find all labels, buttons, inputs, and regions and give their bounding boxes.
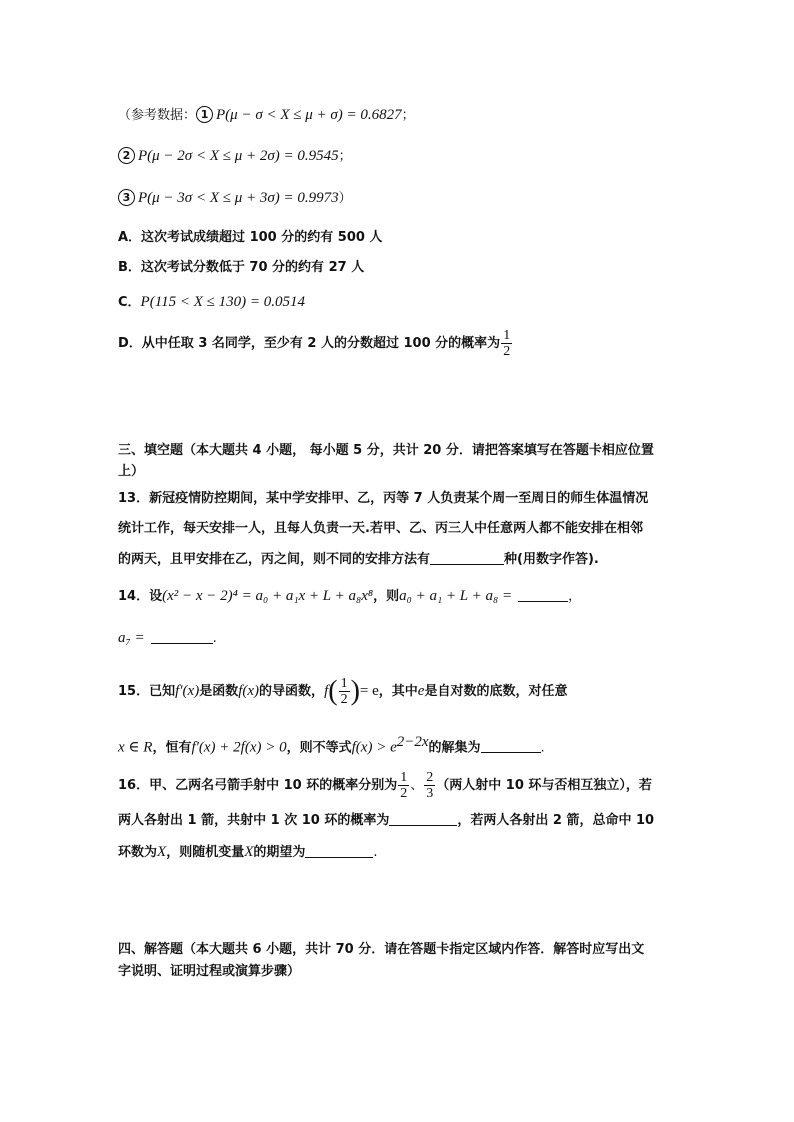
question-15-line-2 xyxy=(118,732,545,758)
option-a: A．这次考试成绩超过 100 分的约有 500 人 xyxy=(118,230,383,245)
denominator: 2 xyxy=(400,786,408,801)
question-16-line-2 xyxy=(118,811,654,831)
right-paren: ) xyxy=(350,675,360,707)
punct: . xyxy=(540,740,545,756)
variable-x: X xyxy=(244,844,254,860)
q15-label: 15．已知 xyxy=(118,684,176,699)
question-13-line-3 xyxy=(118,550,599,570)
question-15-line-1 xyxy=(118,676,567,707)
circled-number-1: 1 xyxy=(196,106,213,123)
q15-fprime: f′(x) xyxy=(175,683,200,699)
q15-exponent: 2−2x xyxy=(396,734,429,750)
question-14-line-2 xyxy=(118,628,217,649)
q15-fx: f(x) xyxy=(238,683,260,699)
punct: . xyxy=(373,845,378,860)
q15-eq-e: = e xyxy=(359,683,379,699)
question-14-line-1 xyxy=(118,586,581,607)
reference-formula-2: P(μ − 2σ < X ≤ μ + 2σ) = 0.9545 xyxy=(138,148,339,164)
question-13-line-1: 13．新冠疫情防控期间，某中学安排甲、乙，丙等 7 人负责某个周一至周日的师生体温情况 xyxy=(118,491,649,506)
answer-blank-14b xyxy=(151,629,213,644)
q13-text-tail: 种(用数字作答). xyxy=(504,552,599,567)
answer-blank-14a xyxy=(518,587,568,602)
section-3-heading: 三、填空题（本大题共 4 小题， 每小题 5 分，共计 20 分．请把答案填写在答题卡相应位置 xyxy=(118,443,654,458)
punct: ） xyxy=(338,191,352,206)
left-paren: ( xyxy=(328,675,338,707)
q15-text: ，则不等式 xyxy=(286,740,352,756)
denominator: 3 xyxy=(426,786,434,801)
section-3-heading-cont: 上） xyxy=(118,464,145,479)
numerator: 1 xyxy=(400,770,408,785)
numerator: 1 xyxy=(340,676,348,691)
reference-data-line-2 xyxy=(118,146,352,167)
q14-a7: a₇ = xyxy=(118,630,145,646)
question-16-line-1 xyxy=(118,770,652,801)
q16-text: 环数为 xyxy=(118,845,158,860)
option-c-label: C． xyxy=(118,295,141,310)
option-d-text: D．从中任取 3 名同学，至少有 2 人的分数超过 100 分的概率为 xyxy=(118,336,501,351)
question-13-line-2: 统计工作，每天安排一人，且每人负责一天.若甲、乙、丙三人中任意两人都不能安排在相邻 xyxy=(118,521,643,536)
q15-text: 的解集为 xyxy=(428,740,481,756)
q15-text: 是自对数的底数，对任意 xyxy=(424,684,568,699)
q15-text: 是函数 xyxy=(199,684,239,699)
reference-data-line-1 xyxy=(118,105,415,126)
question-16-line-3 xyxy=(118,842,378,863)
option-c xyxy=(118,292,305,313)
numerator: 2 xyxy=(426,770,434,785)
option-c-formula: P(115 < X ≤ 130) = 0.0514 xyxy=(140,294,305,310)
reference-prefix: （参考数据： xyxy=(118,108,197,123)
q14-sum: a₀ + a₁ + L + a₈ = xyxy=(399,588,513,604)
circled-number-2: 2 xyxy=(118,147,135,164)
q14-mid: ，则 xyxy=(373,589,400,604)
fraction-two-thirds xyxy=(424,770,435,801)
q15-text: ，恒有 xyxy=(152,740,192,756)
section-4-heading-cont: 字说明、证明过程或演算步骤） xyxy=(118,964,301,979)
q15-inequality-2: f(x) > e xyxy=(351,739,397,756)
separator: 、 xyxy=(410,778,424,793)
q16-text: 的期望为 xyxy=(253,845,306,860)
q16-text: 16．甲、乙两名弓箭手射中 10 环的概率分别为 xyxy=(118,778,398,793)
reference-formula-3: P(μ − 3σ < X ≤ μ + 3σ) = 0.9973 xyxy=(138,190,339,206)
answer-blank-16a xyxy=(389,811,457,826)
q15-text: 的导函数， xyxy=(259,684,325,699)
punct: . xyxy=(212,631,217,646)
q13-text: 的两天，且甲安排在乙，丙之间，则不同的安排方法有 xyxy=(118,552,431,567)
answer-blank-16b xyxy=(305,843,373,858)
punct: ； xyxy=(401,108,415,123)
fraction-one-half xyxy=(339,676,350,707)
q15-f: f xyxy=(324,683,329,699)
q14-expansion: (x² − x − 2)⁴ = a₀ + a₁x + L + a₈x⁸ xyxy=(162,588,374,604)
option-d xyxy=(118,328,513,359)
reference-data-line-3 xyxy=(118,188,352,209)
fraction-one-half xyxy=(501,328,512,359)
q16-text: ，若两人各射出 2 箭，总命中 10 xyxy=(457,813,655,828)
punct: ； xyxy=(338,149,352,164)
q16-text: 两人各射出 1 箭，共射中 1 次 10 环的概率为 xyxy=(118,813,390,828)
variable-x: X xyxy=(157,844,167,860)
q14-label: 14．设 xyxy=(118,589,163,604)
q16-text: ，则随机变量 xyxy=(166,845,245,860)
q15-inequality: f′(x) + 2f(x) > 0 xyxy=(191,739,287,756)
q15-e: e xyxy=(417,683,425,699)
fraction-one-half xyxy=(398,770,409,801)
denominator: 2 xyxy=(503,344,511,359)
answer-blank-13 xyxy=(430,550,504,565)
circled-number-3: 3 xyxy=(118,189,135,206)
denominator: 2 xyxy=(340,692,348,707)
q15-text: ，其中 xyxy=(378,684,418,699)
section-4-heading: 四、解答题（本大题共 6 小题，共计 70 分．请在答题卡指定区域内作答．解答时应写出文 xyxy=(118,942,645,957)
numerator: 1 xyxy=(503,328,511,343)
punct: ， xyxy=(568,589,582,604)
reference-formula-1: P(μ − σ < X ≤ μ + σ) = 0.6827 xyxy=(216,107,402,123)
option-b: B．这次考试分数低于 70 分的约有 27 人 xyxy=(118,260,365,275)
answer-blank-15 xyxy=(481,738,541,753)
q16-text: （两人射中 10 环与否相互独立），若 xyxy=(436,778,652,793)
q15-x-in-r: x ∈ R xyxy=(118,739,153,756)
